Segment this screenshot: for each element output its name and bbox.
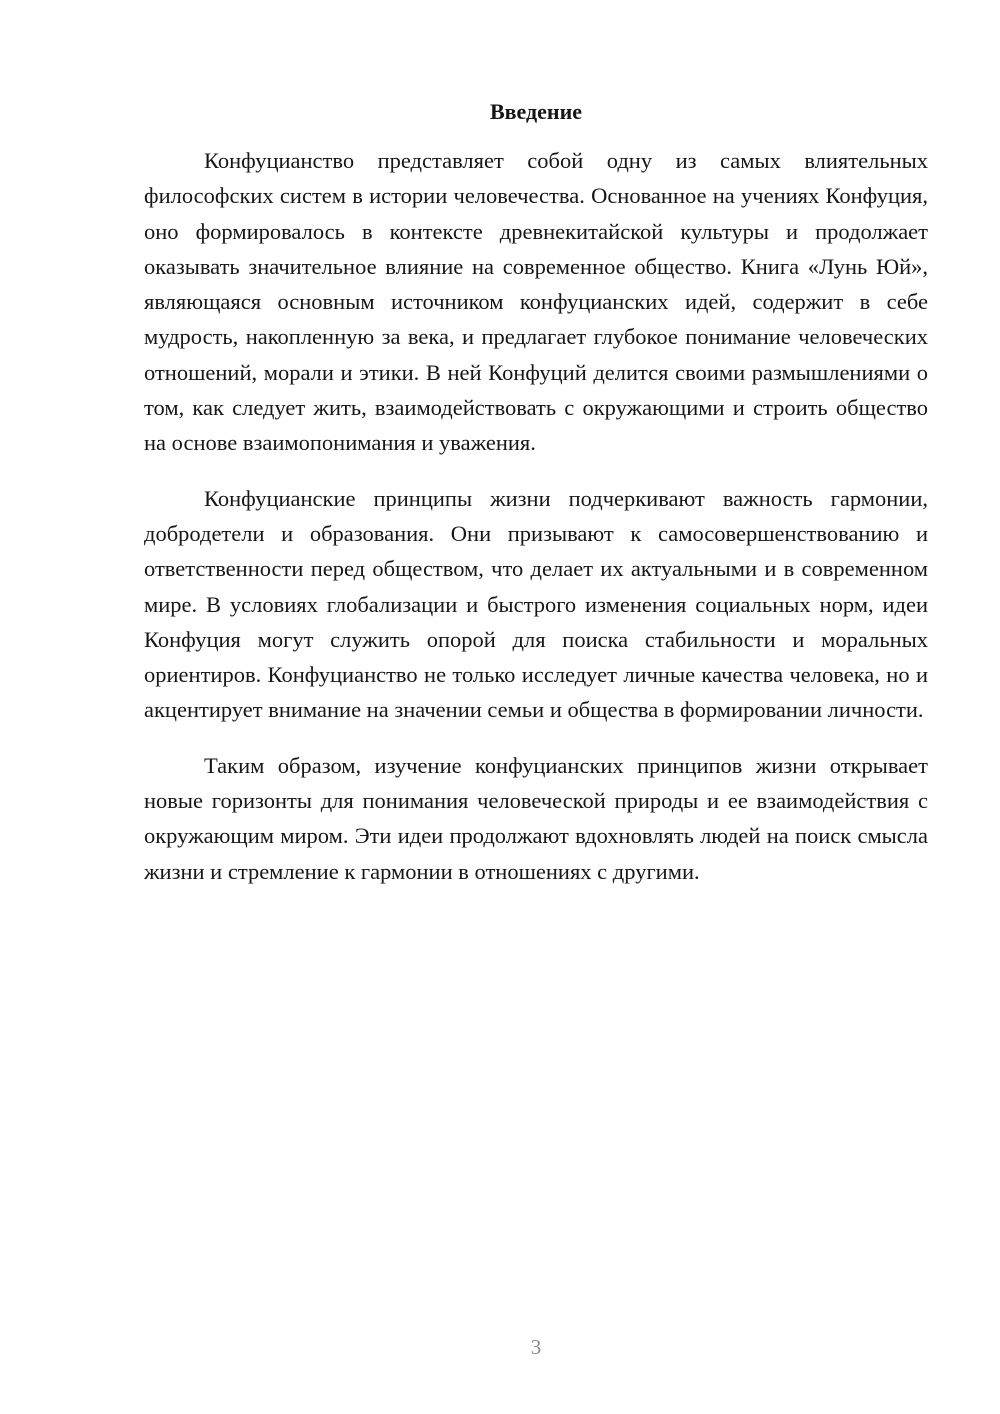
body-text (144, 143, 928, 909)
paragraph-1: Конфуцианство представляет собой одну из самых влиятельных философских систем в истории человечества. Основанное на учениях Конфуция, оно формировалось в контексте древнекитайской культуры и продолжает оказывать значительное влияние на современное общество. Книга «Лунь Юй», являющаяся основным источником конфуцианских идей, содержит в себе мудрость, накопленную за века, и предлагает глубокое понимание человеческих отношений, морали и этики. В ней Конфуций делится своими размышлениями о том, как следует жить, взаимодействовать с окружающими и строить общество на основе взаимопонимания и уважения. (144, 148, 928, 456)
page-number: 3 (530, 1335, 542, 1359)
paragraph-3: Таким образом, изучение конфуцианских принципов жизни открывает новые горизонты для понимания человеческой природы и ее взаимодействия с окружающим миром. Эти идеи продолжают вдохновлять людей на поиск смысла жизни и стремление к гармонии в отношениях с другими. (144, 752, 928, 884)
page-title: Введение (489, 99, 583, 124)
paragraph-2: Конфуцианские принципы жизни подчеркивают важность гармонии, добродетели и образования. Они призывают к самосовершенствованию и ответственности перед обществом, что делает их актуальными и в современном мире. В условиях глобализации и быстрого изменения социальных норм, идеи Конфуция могут служить опорой для поиска стабильности и моральных ориентиров. Конфуцианство не только исследует личные качества человека, но и акцентирует внимание на значении семьи и общества в формировании личности. (144, 485, 928, 723)
